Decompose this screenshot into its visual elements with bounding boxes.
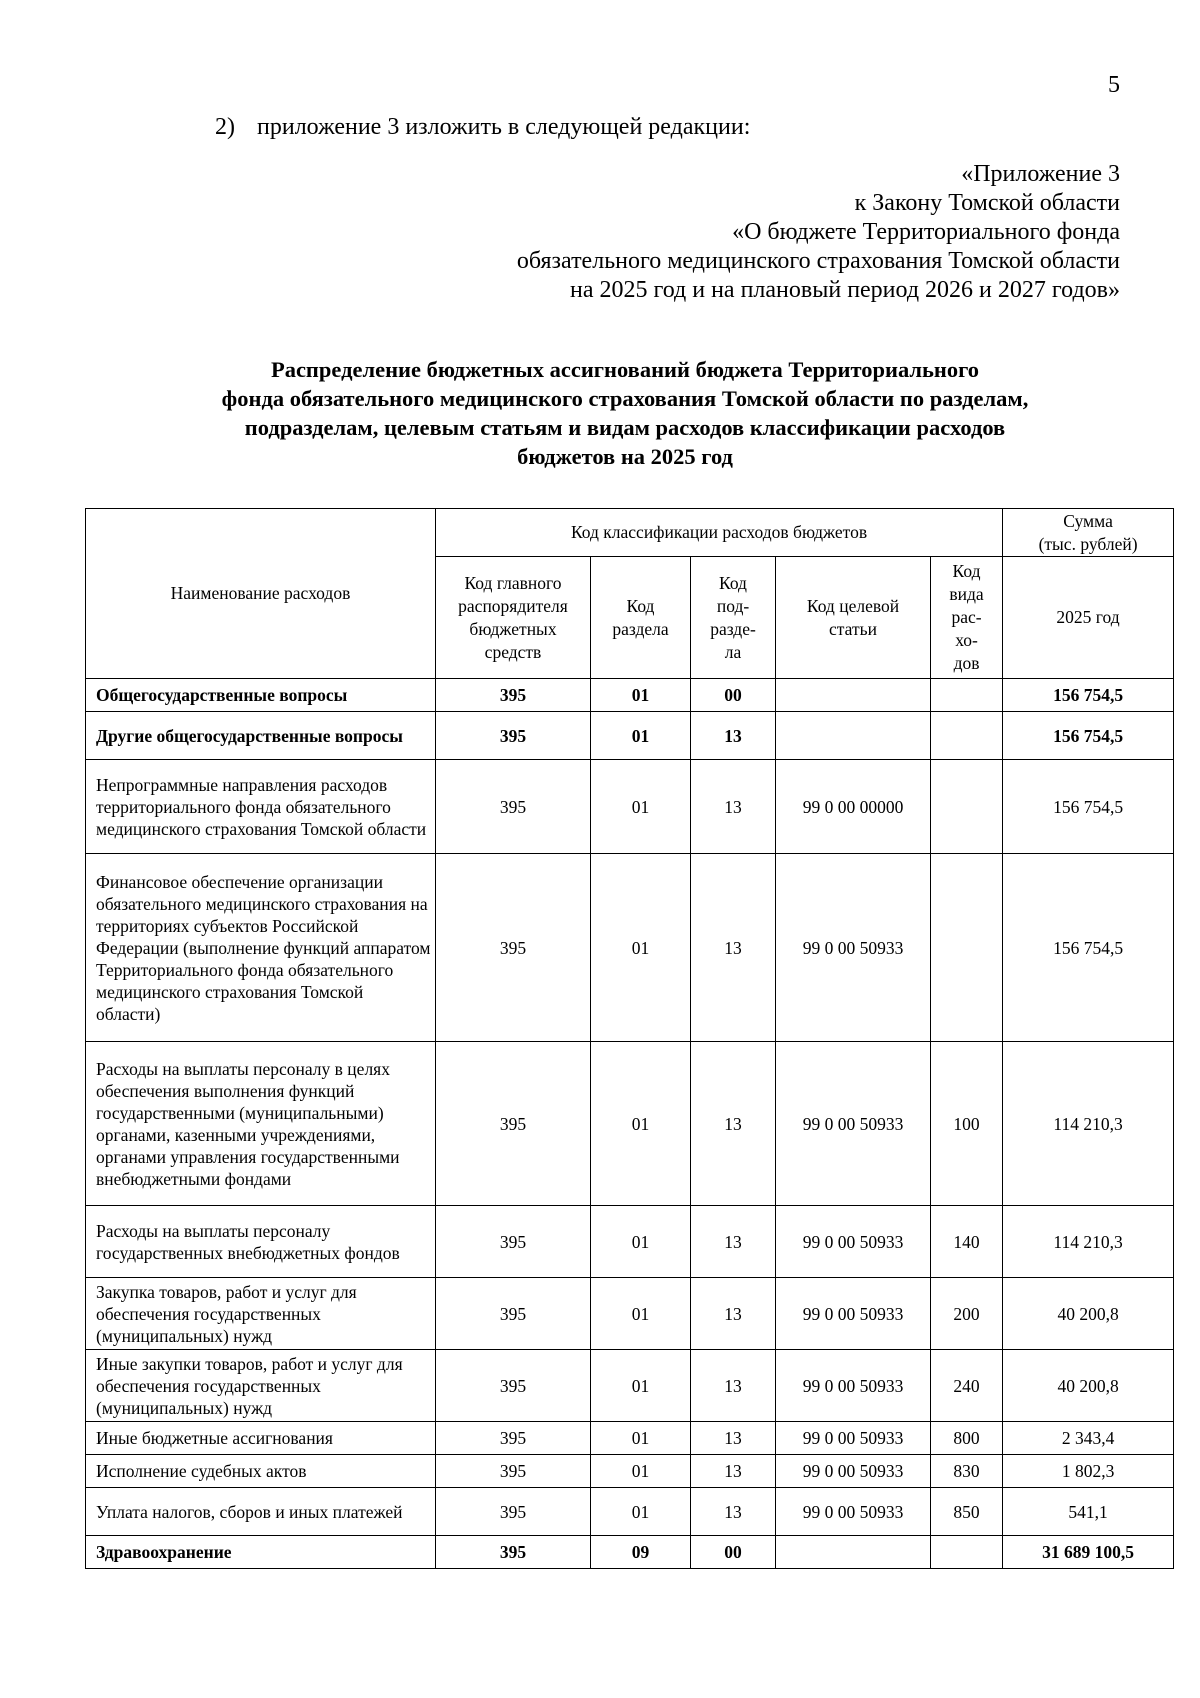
- header-grbs-line: средств: [484, 641, 542, 662]
- cell-grbs: 395: [436, 1206, 591, 1278]
- cell-grbs: 395: [436, 760, 591, 854]
- header-expense-line: хо-: [955, 630, 978, 650]
- cell-section: 01: [591, 679, 691, 712]
- cell-subsection: 13: [691, 712, 776, 760]
- cell-grbs: 395: [436, 1455, 591, 1488]
- cell-grbs: 395: [436, 854, 591, 1042]
- cell-target: 99 0 00 50933: [776, 1455, 931, 1488]
- cell-target: 99 0 00 50933: [776, 1350, 931, 1422]
- cell-target: [776, 1536, 931, 1569]
- title-line: подразделам, целевым статьям и видам расходов классификации расходов: [244, 415, 1006, 440]
- cell-target: 99 0 00 50933: [776, 1422, 931, 1455]
- cell-expense: [931, 679, 1003, 712]
- cell-amount: 156 754,5: [1003, 760, 1174, 854]
- header-grbs: [436, 557, 591, 679]
- cell-subsection: 13: [691, 1206, 776, 1278]
- header-code-group: Код классификации расходов бюджетов: [436, 509, 1003, 557]
- cell-section: 01: [591, 712, 691, 760]
- cell-target: 99 0 00 50933: [776, 854, 931, 1042]
- header-target-line: Код целевой: [806, 595, 900, 616]
- header-section: [591, 557, 691, 679]
- cell-target: 99 0 00 00000: [776, 760, 931, 854]
- header-expense-line: Код: [952, 561, 981, 581]
- cell-amount: 40 200,8: [1003, 1350, 1174, 1422]
- cell-subsection: 13: [691, 1350, 776, 1422]
- appendix-line: обязательного медицинского страхования Томской области: [516, 248, 1120, 274]
- header-sum-group: [1003, 509, 1174, 557]
- cell-amount: 1 802,3: [1003, 1455, 1174, 1488]
- header-expense-line: вида: [949, 584, 984, 604]
- header-grbs-line: бюджетных: [469, 618, 557, 639]
- header-sum-line: (тыс. рублей): [1038, 533, 1138, 554]
- cell-expense: [931, 854, 1003, 1042]
- cell-amount: 541,1: [1003, 1488, 1174, 1536]
- appendix-line: на 2025 год и на плановый период 2026 и 2027 годов»: [569, 277, 1120, 303]
- cell-target: 99 0 00 50933: [776, 1488, 931, 1536]
- cell-subsection: 00: [691, 1536, 776, 1569]
- table-row: [86, 1278, 1174, 1350]
- header-sum-line: Сумма: [1063, 510, 1113, 531]
- cell-name: Непрограммные направления расходов территориального фонда обязательного медицинского страхования Томской области: [86, 760, 436, 854]
- budget-table: [85, 508, 1174, 1569]
- header-subsection-line: разде-: [710, 618, 756, 639]
- cell-name: Закупка товаров, работ и услуг для обеспечения государственных (муниципальных) нужд: [86, 1278, 436, 1350]
- cell-grbs: 395: [436, 1536, 591, 1569]
- appendix-line: «О бюджете Территориального фонда: [732, 219, 1120, 245]
- header-target: [776, 557, 931, 679]
- cell-target: 99 0 00 50933: [776, 1042, 931, 1206]
- cell-subsection: 13: [691, 1455, 776, 1488]
- table-row: [86, 679, 1174, 712]
- cell-amount: 31 689 100,5: [1003, 1536, 1174, 1569]
- cell-amount: 156 754,5: [1003, 712, 1174, 760]
- header-section-line: Код: [626, 595, 655, 616]
- cell-section: 01: [591, 1042, 691, 1206]
- header-grbs-line: Код главного: [464, 572, 562, 593]
- appendix-line: к Закону Томской области: [854, 190, 1120, 216]
- table-row: [86, 1536, 1174, 1569]
- header-expense-type: [931, 557, 1003, 679]
- cell-subsection: 13: [691, 1488, 776, 1536]
- cell-grbs: 395: [436, 1488, 591, 1536]
- table-row: [86, 854, 1174, 1042]
- cell-expense: 140: [931, 1206, 1003, 1278]
- cell-amount: 156 754,5: [1003, 854, 1174, 1042]
- cell-section: 09: [591, 1536, 691, 1569]
- header-row: [86, 509, 1174, 557]
- cell-grbs: 395: [436, 1422, 591, 1455]
- cell-target: [776, 712, 931, 760]
- cell-expense: 240: [931, 1350, 1003, 1422]
- cell-name: Уплата налогов, сборов и иных платежей: [86, 1488, 436, 1536]
- cell-subsection: 13: [691, 1422, 776, 1455]
- table-row: [86, 1422, 1174, 1455]
- cell-name: Иные бюджетные ассигнования: [86, 1422, 436, 1455]
- cell-grbs: 395: [436, 679, 591, 712]
- cell-subsection: 13: [691, 1042, 776, 1206]
- table-row: [86, 1042, 1174, 1206]
- cell-name: Общегосударственные вопросы: [86, 679, 436, 712]
- intro-number: 2): [215, 114, 235, 140]
- cell-amount: 40 200,8: [1003, 1278, 1174, 1350]
- cell-section: 01: [591, 1455, 691, 1488]
- cell-target: 99 0 00 50933: [776, 1206, 931, 1278]
- header-expense-line: рас-: [951, 607, 982, 627]
- cell-section: 01: [591, 1350, 691, 1422]
- cell-amount: 114 210,3: [1003, 1042, 1174, 1206]
- header-subsection-line: Код: [719, 572, 747, 593]
- cell-subsection: 13: [691, 1278, 776, 1350]
- appendix-line: «Приложение 3: [961, 161, 1120, 187]
- cell-name: Иные закупки товаров, работ и услуг для обеспечения государственных (муниципальных) нужд: [86, 1350, 436, 1422]
- cell-expense: 850: [931, 1488, 1003, 1536]
- cell-expense: [931, 712, 1003, 760]
- title-line: фонда обязательного медицинского страхования Томской области по разделам,: [221, 386, 1029, 411]
- document-title: [150, 355, 1100, 471]
- header-subsection-line: ла: [724, 641, 742, 662]
- cell-expense: [931, 1536, 1003, 1569]
- cell-grbs: 395: [436, 1278, 591, 1350]
- cell-section: 01: [591, 1278, 691, 1350]
- header-expense-line: дов: [953, 653, 980, 673]
- cell-subsection: 13: [691, 854, 776, 1042]
- cell-target: 99 0 00 50933: [776, 1278, 931, 1350]
- cell-name: Другие общегосударственные вопросы: [86, 712, 436, 760]
- header-section-line: раздела: [612, 618, 669, 639]
- cell-section: 01: [591, 854, 691, 1042]
- cell-name: Исполнение судебных актов: [86, 1455, 436, 1488]
- table-row: [86, 1206, 1174, 1278]
- cell-section: 01: [591, 760, 691, 854]
- intro-paragraph: [215, 114, 750, 141]
- cell-name: Финансовое обеспечение организации обязательного медицинского страхования на территориях субъектов Российской Федерации (выполнение функций аппаратом Территориального фонда обязательного медицинского страхования Томской области): [86, 854, 436, 1042]
- cell-amount: 156 754,5: [1003, 679, 1174, 712]
- cell-grbs: 395: [436, 712, 591, 760]
- cell-expense: 100: [931, 1042, 1003, 1206]
- cell-subsection: 00: [691, 679, 776, 712]
- cell-amount: 114 210,3: [1003, 1206, 1174, 1278]
- table-row: [86, 1455, 1174, 1488]
- cell-section: 01: [591, 1422, 691, 1455]
- cell-grbs: 395: [436, 1350, 591, 1422]
- cell-section: 01: [591, 1206, 691, 1278]
- cell-subsection: 13: [691, 760, 776, 854]
- table-row: [86, 712, 1174, 760]
- header-subsection: [691, 557, 776, 679]
- header-target-line: статьи: [829, 618, 877, 639]
- page-number: 5: [1108, 72, 1120, 98]
- cell-target: [776, 679, 931, 712]
- intro-text: приложение 3 изложить в следующей редакции:: [257, 114, 751, 140]
- cell-grbs: 395: [436, 1042, 591, 1206]
- cell-name: Расходы на выплаты персоналу в целях обеспечения выполнения функций государственными (муниципальными) органами, казенными учреждениями, органами управления государственными внебюджетными фондами: [86, 1042, 436, 1206]
- cell-expense: 830: [931, 1455, 1003, 1488]
- header-name: Наименование расходов: [86, 509, 436, 679]
- header-grbs-line: распорядителя: [458, 595, 568, 616]
- table-row: [86, 1488, 1174, 1536]
- cell-expense: 800: [931, 1422, 1003, 1455]
- title-line: бюджетов на 2025 год: [517, 444, 733, 469]
- cell-name: Расходы на выплаты персоналу государственных внебюджетных фондов: [86, 1206, 436, 1278]
- header-year: 2025 год: [1003, 557, 1174, 679]
- title-line: Распределение бюджетных ассигнований бюджета Территориального: [270, 357, 980, 382]
- table-row: [86, 1350, 1174, 1422]
- cell-expense: 200: [931, 1278, 1003, 1350]
- cell-section: 01: [591, 1488, 691, 1536]
- cell-amount: 2 343,4: [1003, 1422, 1174, 1455]
- appendix-reference: [517, 160, 1120, 305]
- cell-expense: [931, 760, 1003, 854]
- table-row: [86, 760, 1174, 854]
- header-subsection-line: под-: [716, 595, 750, 616]
- cell-name: Здравоохранение: [86, 1536, 436, 1569]
